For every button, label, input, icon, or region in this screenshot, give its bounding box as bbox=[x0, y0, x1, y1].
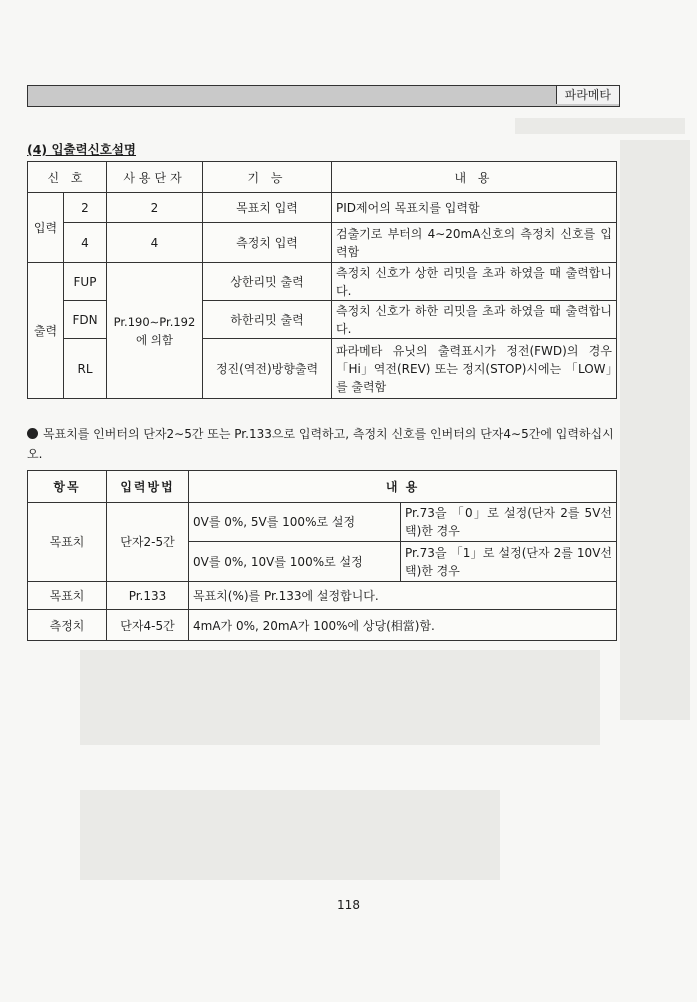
header-method: 입력방법 bbox=[107, 471, 189, 503]
header-signal: 신 호 bbox=[28, 162, 107, 193]
signal-cell: FUP bbox=[64, 263, 107, 301]
content-cell: 파라메타 유닛의 출력표시가 정전(FWD)의 경우 「Hi」역전(REV) 또는 정지(STOP)시에는 「LOW」를 출력함 bbox=[332, 339, 617, 399]
content-cell: 측정치 신호가 상한 리밋을 초과 하였을 때 출력합니다. bbox=[332, 263, 617, 301]
table-header-row bbox=[28, 162, 617, 193]
method-cell: 단자4-5간 bbox=[107, 610, 189, 641]
table-row bbox=[28, 223, 617, 263]
terminal-cell: 2 bbox=[107, 193, 203, 223]
function-cell: 정진(역전)방향출력 bbox=[203, 339, 332, 399]
header-item: 항목 bbox=[28, 471, 107, 503]
content-cell: PID제어의 목표치를 입력함 bbox=[332, 193, 617, 223]
bleed-through-block bbox=[515, 118, 685, 134]
function-cell: 측정치 입력 bbox=[203, 223, 332, 263]
note-cell: Pr.73을 「1」로 설정(단자 2를 10V선택)한 경우 bbox=[401, 542, 617, 582]
signal-cell: FDN bbox=[64, 301, 107, 339]
input-method-table bbox=[27, 470, 617, 641]
bleed-through-block bbox=[80, 790, 500, 880]
method-cell: 단자2-5간 bbox=[107, 502, 189, 581]
group-output-label: 출력 bbox=[28, 263, 64, 399]
signal-cell: RL bbox=[64, 339, 107, 399]
function-cell: 상한리밋 출력 bbox=[203, 263, 332, 301]
content-cell: 측정치 신호가 하한 리밋을 초과 하였을 때 출력합니다. bbox=[332, 301, 617, 339]
signal-cell: 2 bbox=[64, 193, 107, 223]
note-cell: Pr.73을 「0」로 설정(단자 2를 5V선택)한 경우 bbox=[401, 502, 617, 542]
setting-cell: 0V를 0%, 5V를 100%로 설정 bbox=[189, 502, 401, 542]
setting-cell: 0V를 0%, 10V를 100%로 설정 bbox=[189, 542, 401, 582]
group-input-label: 입력 bbox=[28, 193, 64, 263]
header-bar bbox=[27, 85, 620, 107]
page-number: 118 bbox=[337, 898, 360, 912]
instruction-text bbox=[27, 424, 617, 464]
header-function: 기 능 bbox=[203, 162, 332, 193]
table-row bbox=[28, 263, 617, 301]
table-row bbox=[28, 581, 617, 610]
signal-cell: 4 bbox=[64, 223, 107, 263]
instruction-text-body: 목표치를 인버터의 단자2∼5간 또는 Pr.133으로 입력하고, 측정치 신호를 인버터의 단자4∼5간에 입력하십시오. bbox=[27, 427, 614, 461]
table-row bbox=[28, 193, 617, 223]
function-cell: 하한리밋 출력 bbox=[203, 301, 332, 339]
item-cell: 목표치 bbox=[28, 502, 107, 581]
terminal-cell: 4 bbox=[107, 223, 203, 263]
content-cell: 검출기로 부터의 4∼20mA신호의 측정치 신호를 입력함 bbox=[332, 223, 617, 263]
section-title: (4) 입출력신호설명 bbox=[27, 142, 137, 157]
header-title: 파라메타 bbox=[556, 86, 619, 104]
header-terminal: 사용단자 bbox=[107, 162, 203, 193]
header-content: 내 용 bbox=[189, 471, 617, 503]
content-cell: 4mA가 0%, 20mA가 100%에 상당(相當)함. bbox=[189, 610, 617, 641]
table-row bbox=[28, 502, 617, 542]
method-cell: Pr.133 bbox=[107, 581, 189, 610]
io-signal-table bbox=[27, 161, 617, 399]
terminal-cell: Pr.190∼Pr.192 에 의함 bbox=[107, 263, 203, 399]
item-cell: 목표치 bbox=[28, 581, 107, 610]
table-row bbox=[28, 610, 617, 641]
bullet-icon bbox=[27, 428, 38, 439]
bleed-through-block bbox=[80, 650, 600, 745]
function-cell: 목표치 입력 bbox=[203, 193, 332, 223]
item-cell: 측정치 bbox=[28, 610, 107, 641]
table-header-row bbox=[28, 471, 617, 503]
header-content: 내 용 bbox=[332, 162, 617, 193]
bleed-through-block bbox=[620, 140, 690, 720]
content-cell: 목표치(%)를 Pr.133에 설정합니다. bbox=[189, 581, 617, 610]
